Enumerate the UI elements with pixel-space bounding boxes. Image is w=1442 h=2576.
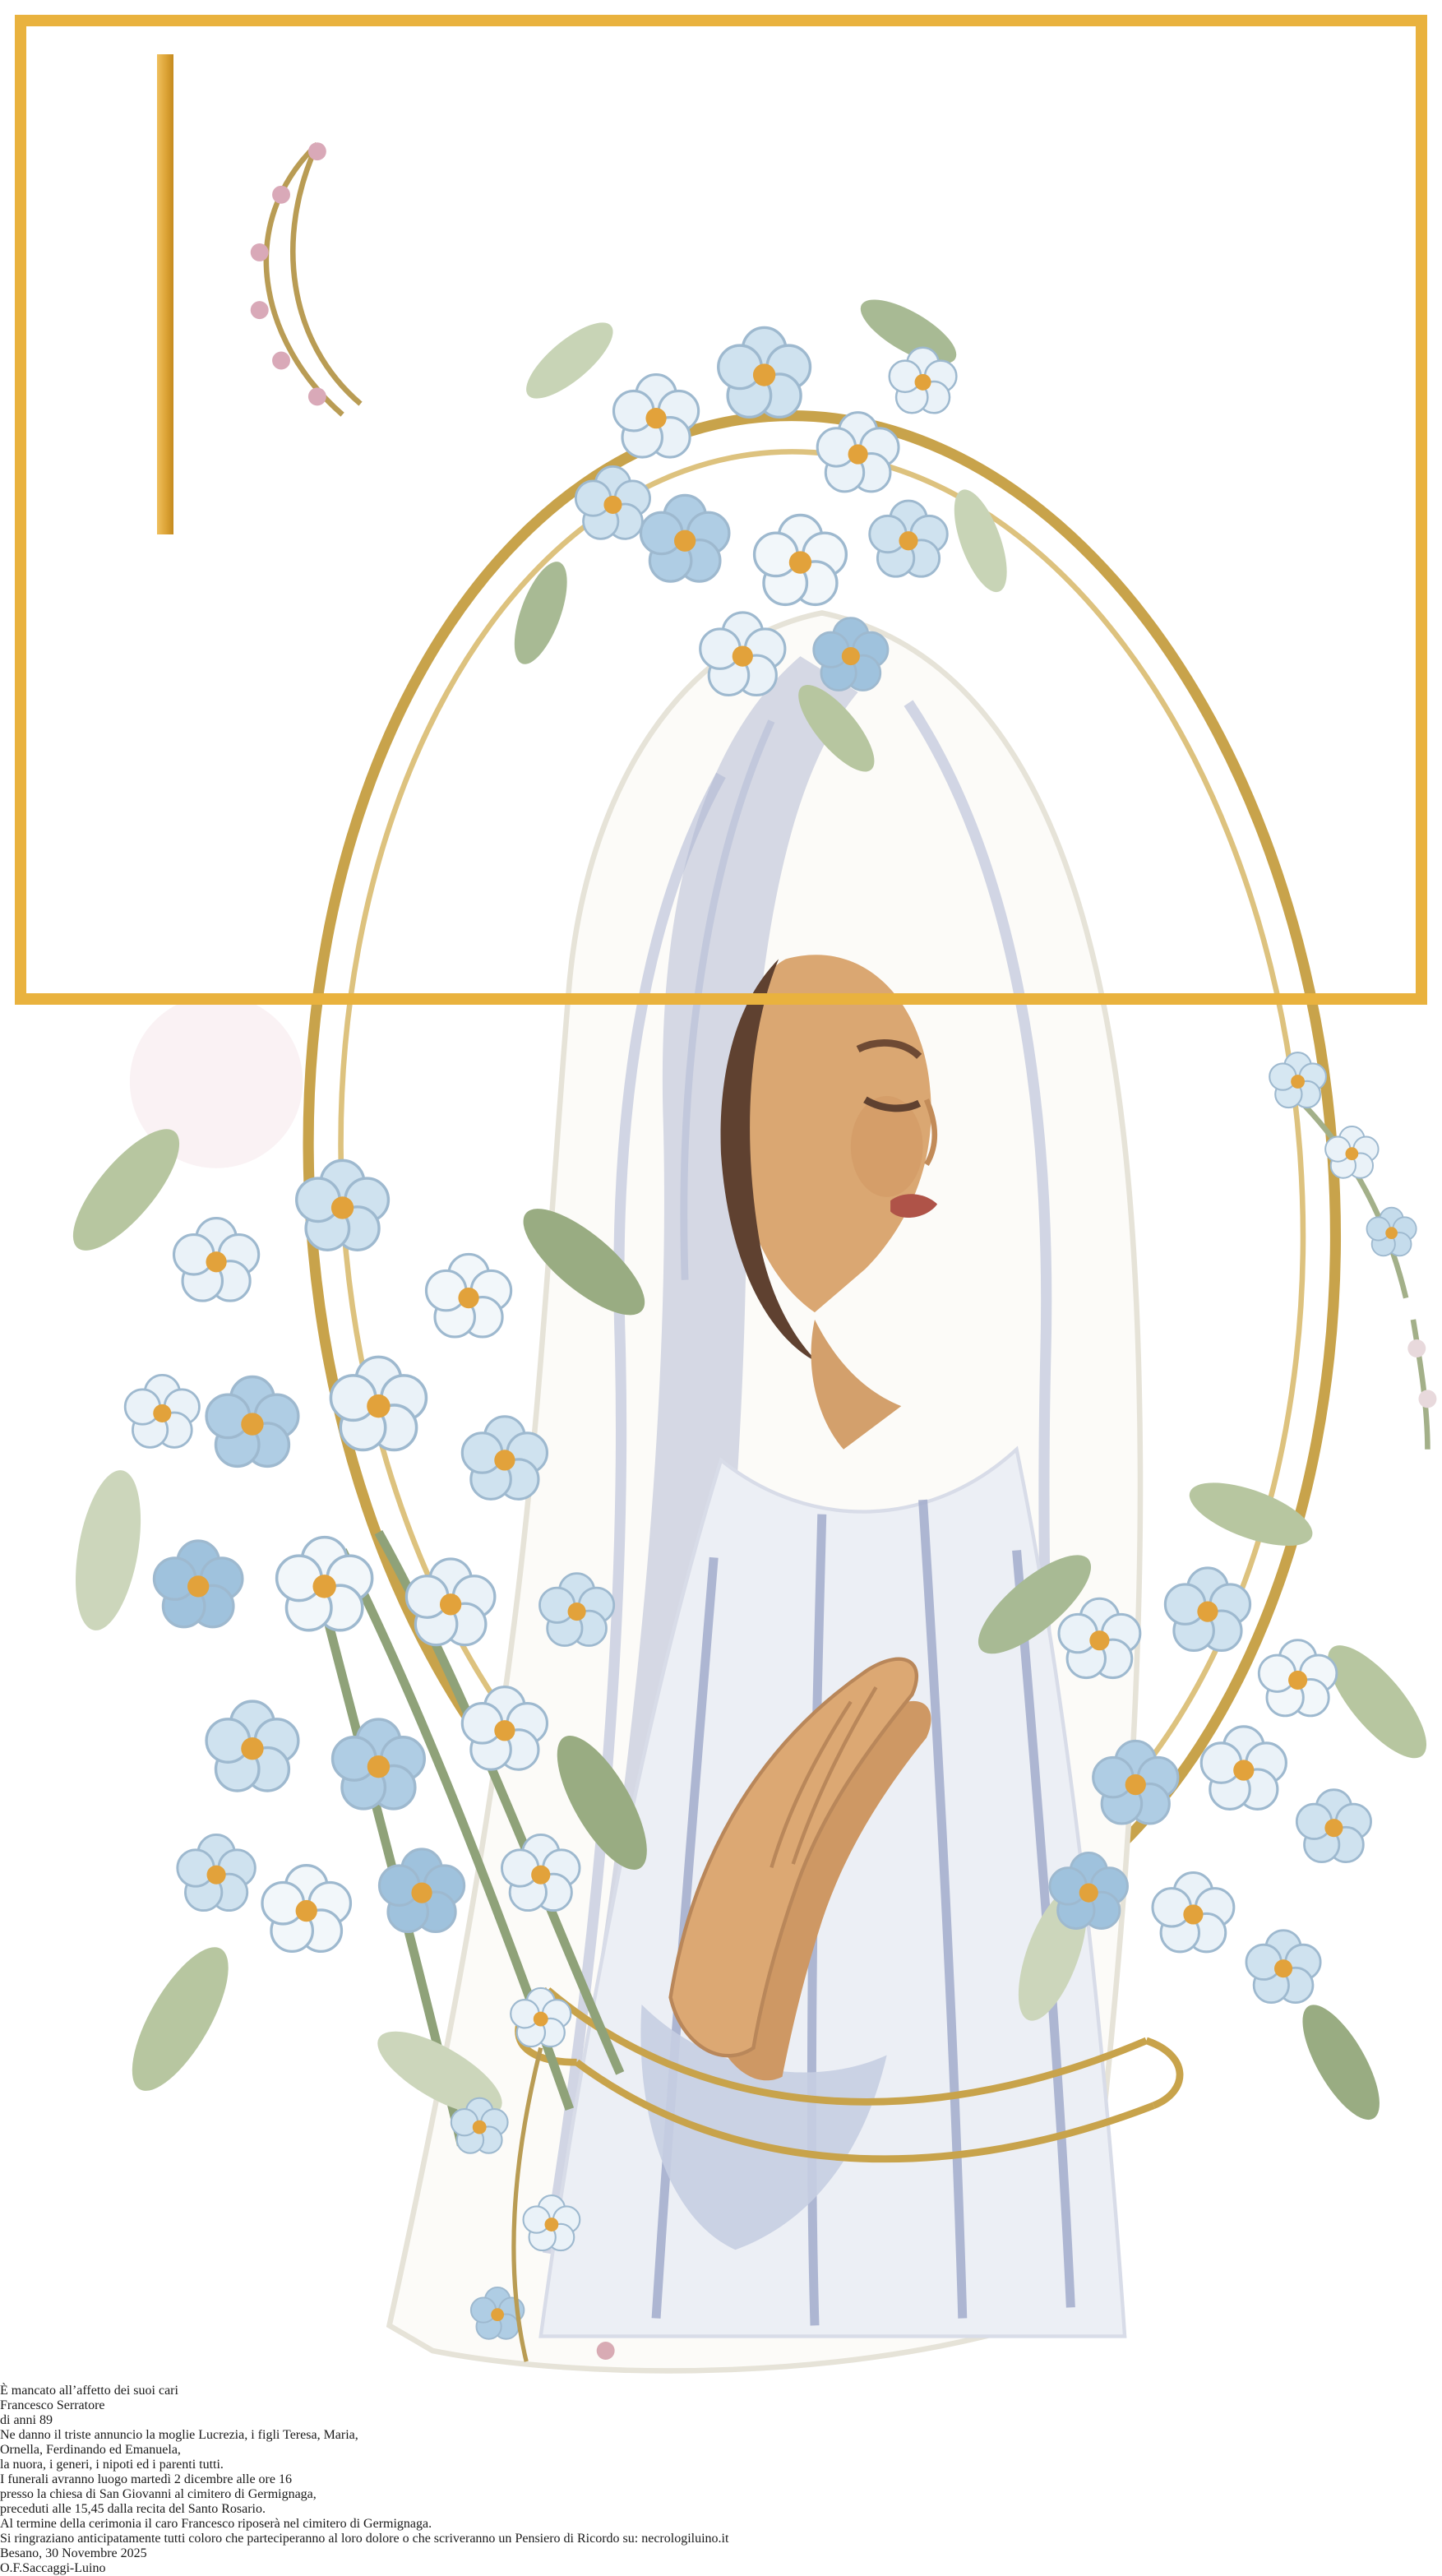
- cross-icon: [157, 54, 173, 534]
- announcement-line: la nuora, i generi, i nipoti ed i parenti tutti.: [0, 2458, 224, 2472]
- funeral-paragraph: [0, 2472, 1442, 2517]
- thanks-segment: Si ringraziano: [0, 2532, 78, 2546]
- deceased-name: Francesco Serratore: [0, 2398, 105, 2413]
- thanks-segment: Pensiero: [515, 2532, 564, 2546]
- funeral-line: I funerali avranno luogo martedì 2 dicembre alle ore 16: [0, 2472, 292, 2487]
- sprig: [251, 142, 361, 414]
- funeral-line: preceduti alle 15,45 dalla recita del Santo Rosario.: [0, 2502, 266, 2517]
- thanks-segment: di: [563, 2532, 577, 2546]
- funeral-home-name: O.F.Saccaggi-Luino: [0, 2561, 106, 2576]
- funeral-line: presso la chiesa di San Giovanni al cimitero di Germignaga,: [0, 2487, 317, 2502]
- announcement-paragraph: [0, 2428, 1442, 2472]
- funeral-home-plaque: [0, 2561, 1442, 2576]
- cross-icon: [62, 146, 266, 161]
- intro-line: È mancato all’affetto dei suoi cari: [0, 2384, 178, 2398]
- thanks-segment: anticipatamente tutti coloro che parteciperanno al loro dolore o che scriveranno un: [77, 2532, 515, 2546]
- thanks-line: [0, 2532, 1442, 2546]
- dateline: Besano, 30 Novembre 2025: [0, 2546, 147, 2561]
- closing-line: Al termine della cerimonia il caro Francesco riposerà nel cimitero di Germignaga.: [0, 2517, 432, 2532]
- deceased-name-wrap: [0, 2398, 1442, 2413]
- announcement-line: Ne danno il triste annuncio la moglie Lucrezia, i figli Teresa, Maria,: [0, 2428, 358, 2443]
- thanks-segment: Ricordo su: necrologiluino.it: [577, 2532, 729, 2546]
- announcement-line: Ornella, Ferdinando ed Emanuela,: [0, 2443, 181, 2458]
- age-line: di anni 89: [0, 2413, 53, 2428]
